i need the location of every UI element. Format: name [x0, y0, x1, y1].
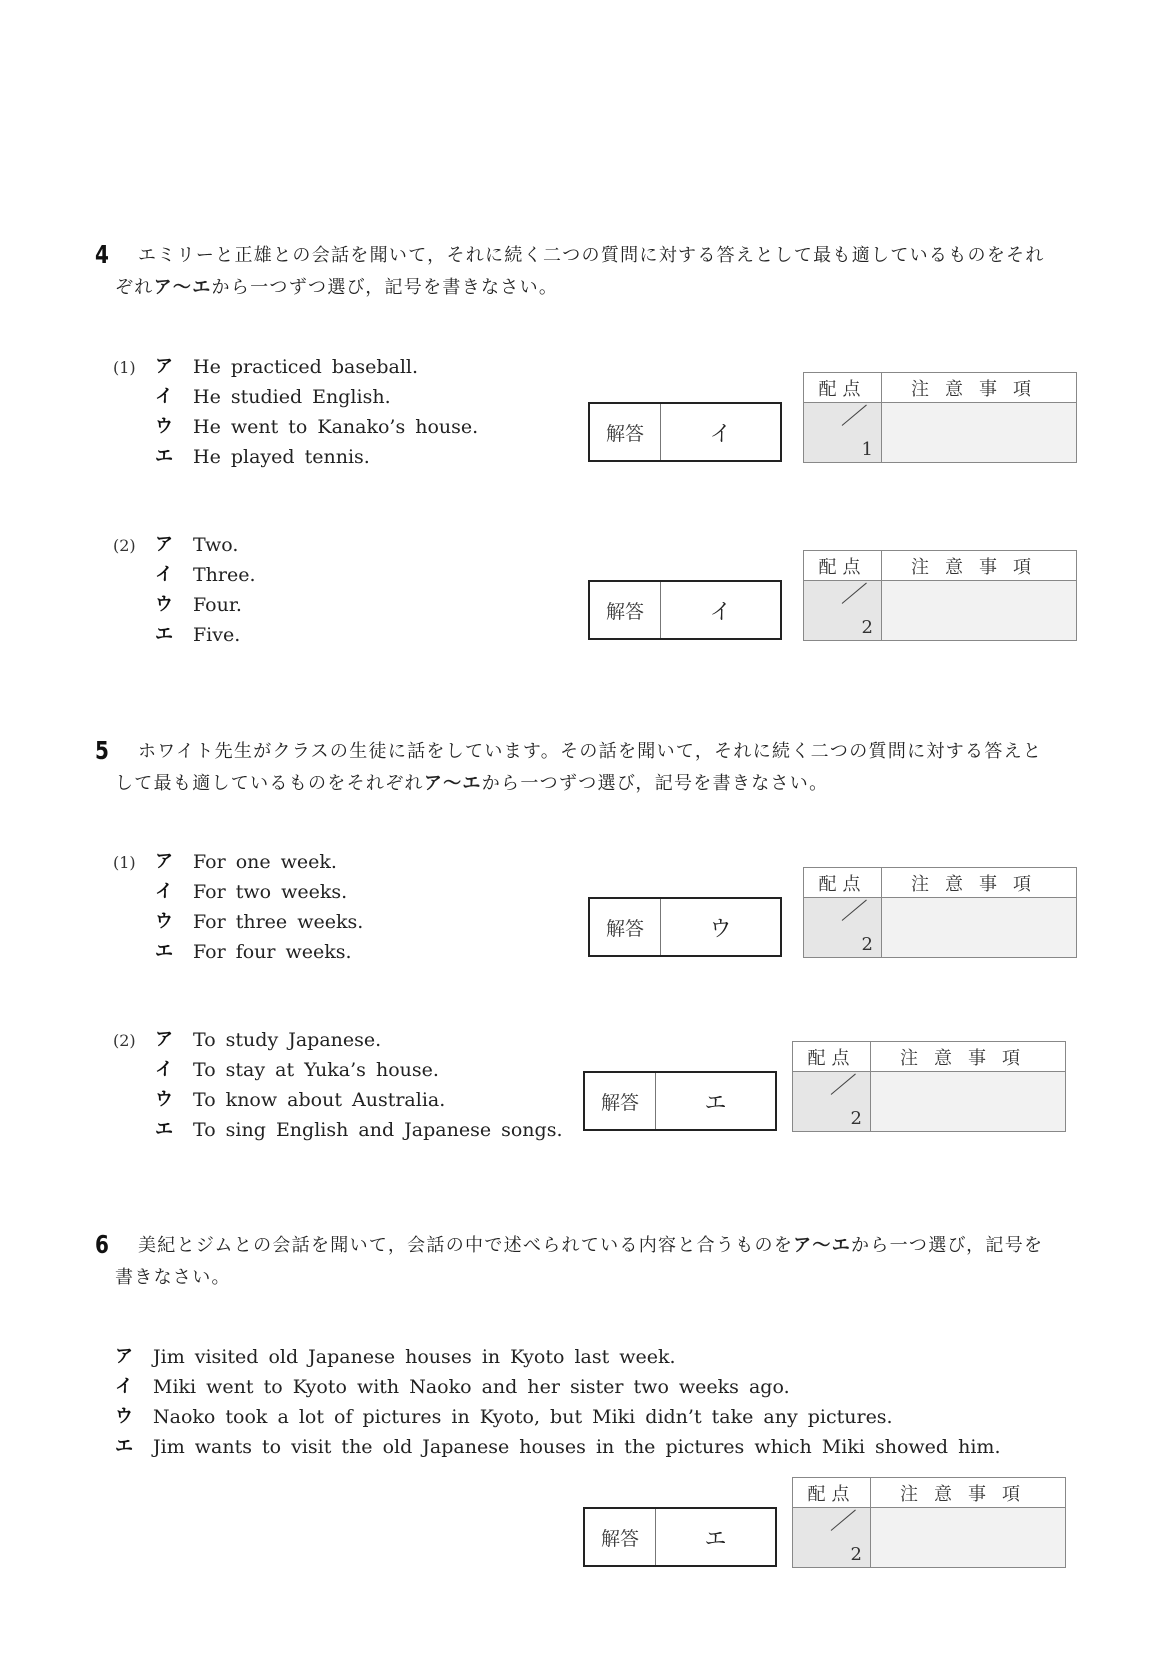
- notes-header: 注意事項: [871, 1478, 1065, 1508]
- answer-box: [588, 402, 782, 462]
- answer-label: 解答: [590, 899, 661, 955]
- option-kana: ウ: [115, 1406, 133, 1427]
- instruction-text: して最も適しているものをそれぞれ: [115, 773, 424, 794]
- option-kana: ウ: [155, 416, 173, 437]
- score-table: [803, 372, 1077, 463]
- instruction-text: から一つずつ選び，記号を書きなさい。: [211, 277, 559, 298]
- notes-cell: [882, 898, 1076, 957]
- option-kana: ウ: [155, 594, 173, 615]
- answer-label: 解答: [590, 404, 661, 460]
- points-value: 2: [861, 934, 873, 955]
- points-value: 2: [861, 617, 873, 638]
- answer-value[interactable]: エ: [704, 1090, 727, 1116]
- slash-icon: [842, 900, 867, 921]
- option-kana: ウ: [155, 911, 173, 932]
- question-6-instruction-line2: 書きなさい。: [115, 1267, 231, 1288]
- score-header: 配点: [804, 868, 882, 898]
- option-text: Miki went to Kyoto with Naoko and her sister two weeks ago.: [153, 1376, 790, 1398]
- option-text: He played tennis.: [193, 446, 370, 468]
- option-kana: イ: [155, 564, 173, 585]
- answer-value[interactable]: イ: [709, 599, 732, 625]
- score-header: 配点: [793, 1478, 871, 1508]
- question-6-instruction-line1: [138, 1230, 1043, 1262]
- slash-icon: [831, 1510, 856, 1531]
- notes-header: 注意事項: [882, 551, 1076, 581]
- score-header: 配点: [804, 551, 882, 581]
- answer-box: [583, 1507, 777, 1567]
- option-text: He went to Kanako’s house.: [193, 416, 479, 438]
- instruction-text: から一つずつ選び，記号を書きなさい。: [481, 773, 829, 794]
- subquestion-label: (1): [113, 853, 136, 872]
- notes-cell: [882, 403, 1076, 462]
- answer-box: [588, 580, 782, 640]
- instruction-text: ぞれ: [115, 277, 154, 298]
- points-cell: [804, 581, 882, 640]
- option-text: Three.: [193, 564, 256, 586]
- score-header: 配点: [804, 373, 882, 403]
- option-kana: イ: [155, 881, 173, 902]
- question-5-instruction-line2: [115, 768, 828, 800]
- score-table: [792, 1477, 1066, 1568]
- score-table: [792, 1041, 1066, 1132]
- option-text: Jim wants to visit the old Japanese houses in the pictures which Miki showed him.: [153, 1436, 1001, 1458]
- question-number-5: 5: [95, 736, 109, 765]
- answer-value[interactable]: イ: [709, 421, 732, 447]
- option-text: Two.: [193, 534, 239, 556]
- notes-cell: [882, 581, 1076, 640]
- notes-cell: [871, 1072, 1065, 1131]
- instruction-choice-range: ア～エ: [153, 277, 212, 298]
- notes-cell: [871, 1508, 1065, 1567]
- option-text: To know about Australia.: [193, 1089, 446, 1111]
- points-value: 2: [850, 1544, 862, 1565]
- points-value: 2: [850, 1108, 862, 1129]
- answer-label: 解答: [590, 582, 661, 638]
- option-kana: イ: [115, 1376, 133, 1397]
- notes-header: 注意事項: [882, 868, 1076, 898]
- option-text: Naoko took a lot of pictures in Kyoto, but Miki didn’t take any pictures.: [153, 1406, 893, 1428]
- question-4-instruction-line2: [115, 272, 558, 304]
- option-text: To sing English and Japanese songs.: [193, 1119, 563, 1141]
- slash-icon: [831, 1074, 856, 1095]
- notes-header: 注意事項: [882, 373, 1076, 403]
- subquestion-label: (2): [113, 536, 136, 555]
- option-text: Five.: [193, 624, 241, 646]
- option-text: For one week.: [193, 851, 337, 873]
- score-header: 配点: [793, 1042, 871, 1072]
- slash-icon: [842, 405, 867, 426]
- answer-value[interactable]: ウ: [709, 916, 732, 942]
- answer-box: [583, 1071, 777, 1131]
- points-cell: [804, 898, 882, 957]
- answer-value[interactable]: エ: [704, 1526, 727, 1552]
- option-kana: ア: [115, 1346, 133, 1367]
- answer-label: 解答: [585, 1509, 656, 1565]
- option-kana: エ: [155, 624, 173, 645]
- answer-box: [588, 897, 782, 957]
- instruction-text: から一つ選び，記号を: [851, 1235, 1044, 1256]
- option-kana: ア: [155, 356, 173, 377]
- option-kana: エ: [115, 1436, 133, 1457]
- instruction-choice-range: ア～エ: [793, 1235, 852, 1256]
- question-5-instruction-line1: ホワイト先生がクラスの生徒に話をしています。その話を聞いて，それに続く二つの質問に対する答えと: [138, 741, 1043, 762]
- points-cell: [804, 403, 882, 462]
- points-cell: [793, 1508, 871, 1567]
- subquestion-label: (2): [113, 1031, 136, 1050]
- option-text: For three weeks.: [193, 911, 364, 933]
- slash-icon: [842, 583, 867, 604]
- subquestion-label: (1): [113, 358, 136, 377]
- points-cell: [793, 1072, 871, 1131]
- option-kana: エ: [155, 1119, 173, 1140]
- option-kana: イ: [155, 386, 173, 407]
- option-kana: ア: [155, 534, 173, 555]
- option-text: To study Japanese.: [193, 1029, 382, 1051]
- option-text: Four.: [193, 594, 242, 616]
- notes-header: 注意事項: [871, 1042, 1065, 1072]
- option-kana: イ: [155, 1059, 173, 1080]
- option-kana: ア: [155, 851, 173, 872]
- option-text: To stay at Yuka’s house.: [193, 1059, 439, 1081]
- points-value: 1: [861, 439, 873, 460]
- option-kana: ア: [155, 1029, 173, 1050]
- answer-label: 解答: [585, 1073, 656, 1129]
- score-table: [803, 867, 1077, 958]
- option-text: Jim visited old Japanese houses in Kyoto last week.: [153, 1346, 676, 1368]
- option-text: For two weeks.: [193, 881, 348, 903]
- question-number-4: 4: [95, 240, 109, 269]
- option-kana: ウ: [155, 1089, 173, 1110]
- option-kana: エ: [155, 446, 173, 467]
- option-text: For four weeks.: [193, 941, 352, 963]
- score-table: [803, 550, 1077, 641]
- option-kana: エ: [155, 941, 173, 962]
- question-number-6: 6: [95, 1230, 109, 1259]
- question-4-instruction-line1: エミリーと正雄との会話を聞いて，それに続く二つの質問に対する答えとして最も適しているものをそれ: [138, 245, 1045, 266]
- option-text: He studied English.: [193, 386, 391, 408]
- instruction-choice-range: ア～エ: [423, 773, 482, 794]
- option-text: He practiced baseball.: [193, 356, 419, 378]
- instruction-text: 美紀とジムとの会話を聞いて，会話の中で述べられている内容と合うものを: [138, 1235, 794, 1256]
